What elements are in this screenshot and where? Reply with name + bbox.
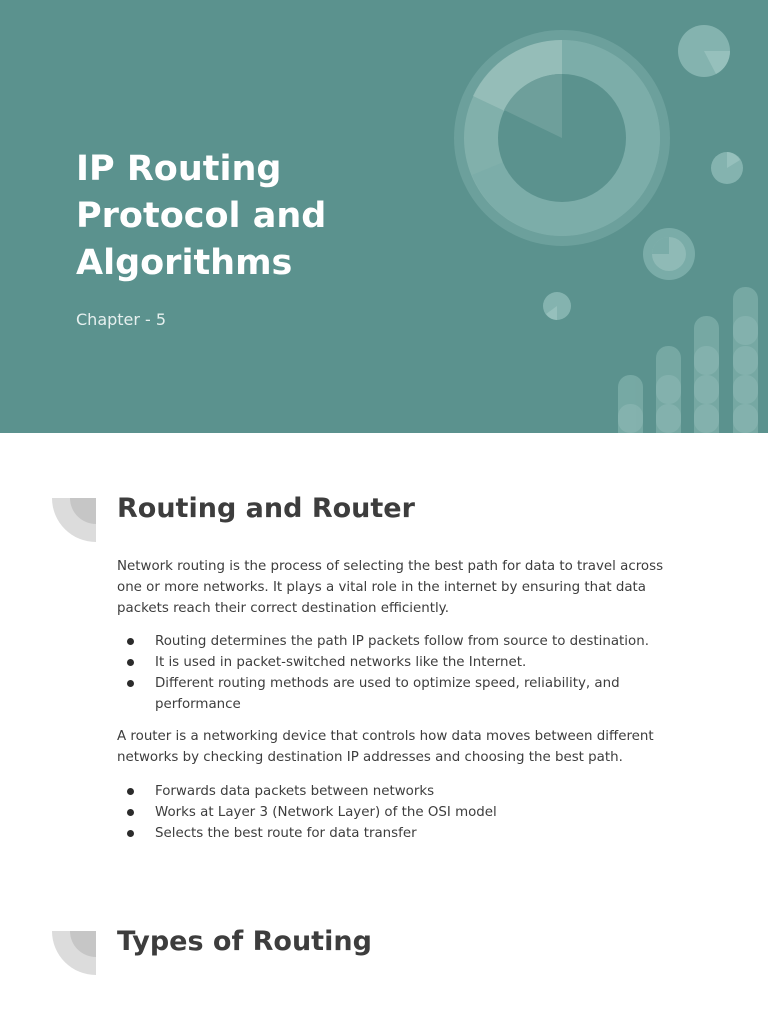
bullet-list <box>117 631 677 715</box>
bullet-icon <box>127 638 134 645</box>
quarter-circle-icon <box>52 498 96 542</box>
document-title <box>76 146 436 287</box>
list-item <box>117 631 677 652</box>
bullet-icon <box>127 809 134 816</box>
list-item-text: Routing determines the path IP packets follow from source to destination. <box>155 634 649 649</box>
list-item-text: It is used in packet-switched networks like the Internet. <box>155 655 527 670</box>
quarter-circle-icon <box>52 931 96 975</box>
list-item <box>117 802 677 823</box>
pie-chart-icon <box>711 152 743 184</box>
list-item-text: Different routing methods are used to optimize speed, reliability, and performance <box>155 676 620 712</box>
cover-banner <box>0 0 768 433</box>
list-item <box>117 652 677 673</box>
list-item <box>117 823 677 844</box>
paragraph-intro: Network routing is the process of selecting the best path for data to travel across one or more networks. It plays a vital role in the internet by ensuring that data packets reach their correct destination efficiently. <box>117 559 664 616</box>
pie-chart-icon <box>678 25 730 77</box>
donut-chart-icon <box>454 30 670 246</box>
bullet-list <box>117 781 677 844</box>
title-line: IP Routing <box>76 149 282 189</box>
list-item-text: Works at Layer 3 (Network Layer) of the OSI model <box>155 805 497 820</box>
title-line: Algorithms <box>76 243 293 283</box>
list-item <box>117 673 677 715</box>
ring-chart-icon <box>643 228 695 280</box>
section-heading: Types of Routing <box>117 926 372 957</box>
list-item <box>117 781 677 802</box>
bullet-icon <box>127 788 134 795</box>
title-line: Protocol and <box>76 196 327 236</box>
bullet-icon <box>127 659 134 666</box>
paragraph-router: A router is a networking device that controls how data moves between different networks by checking destination IP addresses and choosing the best path. <box>117 729 654 765</box>
list-item-text: Forwards data packets between networks <box>155 784 435 799</box>
pie-chart-icon <box>543 292 571 320</box>
section-heading: Routing and Router <box>117 493 415 524</box>
list-item-text: Selects the best route for data transfer <box>155 826 417 841</box>
bullet-icon <box>127 680 134 687</box>
chapter-subtitle: Chapter - 5 <box>76 310 167 329</box>
bullet-icon <box>127 830 134 837</box>
